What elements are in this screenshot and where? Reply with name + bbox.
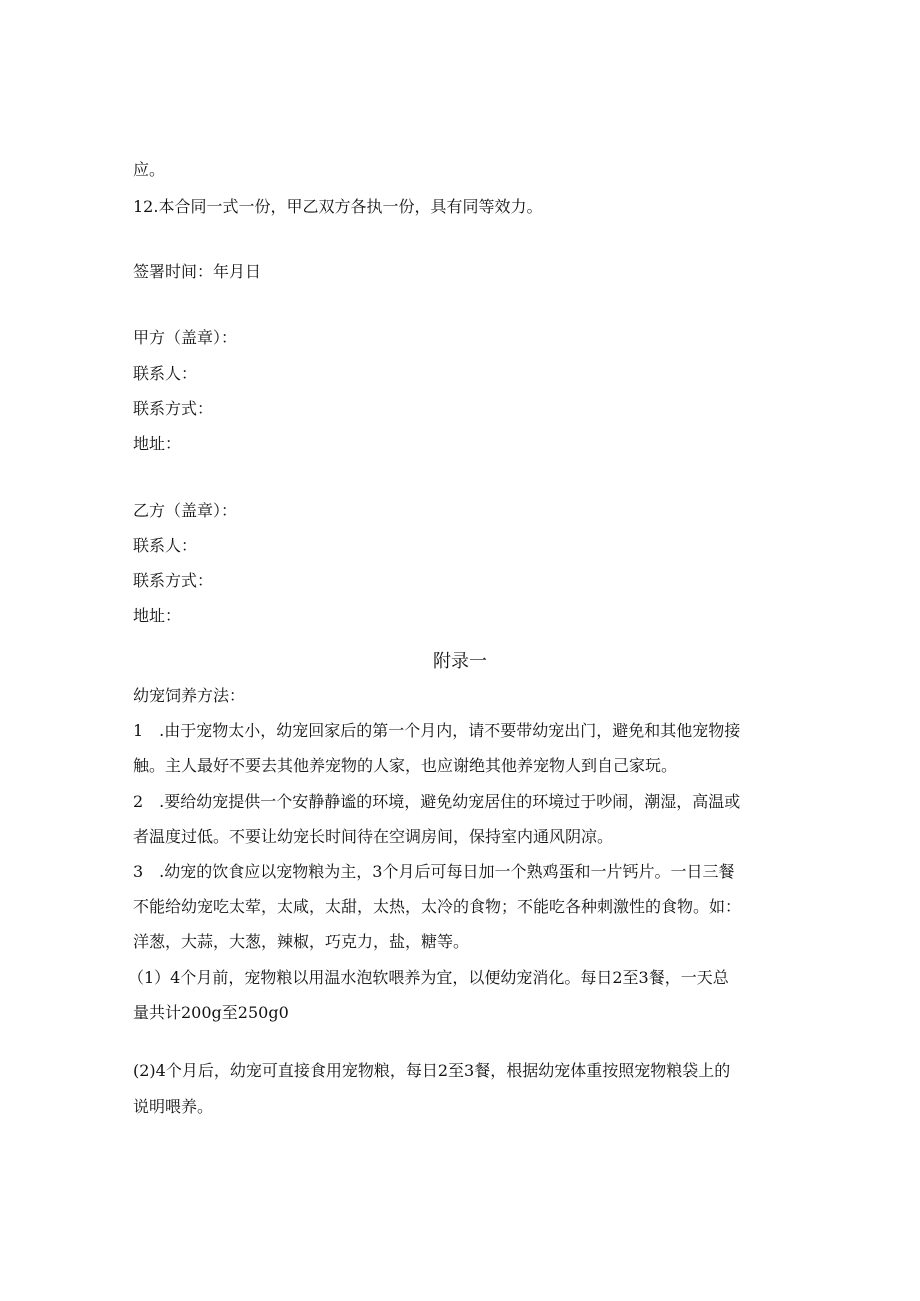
sign-time: 签署时间：年月日 xyxy=(133,262,262,281)
appendix-sub1-line2: 量共计200g至250g0 xyxy=(133,1003,289,1022)
party-b-address: 地址： xyxy=(133,606,182,625)
appendix-item1-line2: 触。主人最好不要去其他养宠物的人家，也应谢绝其他养宠物人到自己家玩。 xyxy=(133,756,678,775)
party-b-contact-method: 联系方式： xyxy=(133,571,214,590)
party-a-contact: 联系人： xyxy=(133,364,198,383)
party-a-contact-method: 联系方式： xyxy=(133,399,214,418)
party-a-address: 地址： xyxy=(133,434,182,453)
contract-clause-12: 12.本合同一式一份，甲乙双方各执一份，具有同等效力。 xyxy=(133,197,543,216)
appendix-sub2-line1: (2)4个月后，幼宠可直接食用宠物粮，每日2至3餐，根据幼宠体重按照宠物粮袋上的 xyxy=(133,1061,731,1080)
appendix-heading: 附录一 xyxy=(433,651,487,672)
appendix-item3-line1: 3 .幼宠的饮食应以宠物粮为主，3个月后可每日加一个熟鸡蛋和一片钙片。一日三餐 xyxy=(133,862,735,881)
party-a-title: 甲方（盖章）： xyxy=(133,328,238,347)
appendix-item2-line1: 2 .要给幼宠提供一个安静静谧的环境，避免幼宠居住的环境过于吵闹，潮湿，高温或 xyxy=(133,792,741,811)
appendix-item3-line2: 不能给幼宠吃太荤，太咸，太甜，太热，太冷的食物；不能吃各种刺激性的食物。如： xyxy=(133,897,742,916)
party-b-contact: 联系人： xyxy=(133,536,198,555)
appendix-item3-line3: 洋葱，大蒜，大葱，辣椒，巧克力，盐，糖等。 xyxy=(133,932,470,951)
contract-line-continuation: 应。 xyxy=(133,160,166,179)
appendix-item1-line1: 1 .由于宠物太小，幼宠回家后的第一个月内，请不要带幼宠出门，避免和其他宠物接 xyxy=(133,721,741,740)
appendix-subtitle: 幼宠饲养方法： xyxy=(133,686,246,705)
appendix-item2-line2: 者温度过低。不要让幼宠长时间待在空调房间，保持室内通风阴凉。 xyxy=(133,827,614,846)
appendix-sub2-line2: 说明喂养。 xyxy=(133,1097,214,1116)
appendix-sub1-line1: （1）4个月前，宠物粮以用温水泡软喂养为宜，以便幼宠消化。每日2至3餐，一天总 xyxy=(128,968,729,987)
party-b-title: 乙方（盖章）： xyxy=(133,501,238,520)
